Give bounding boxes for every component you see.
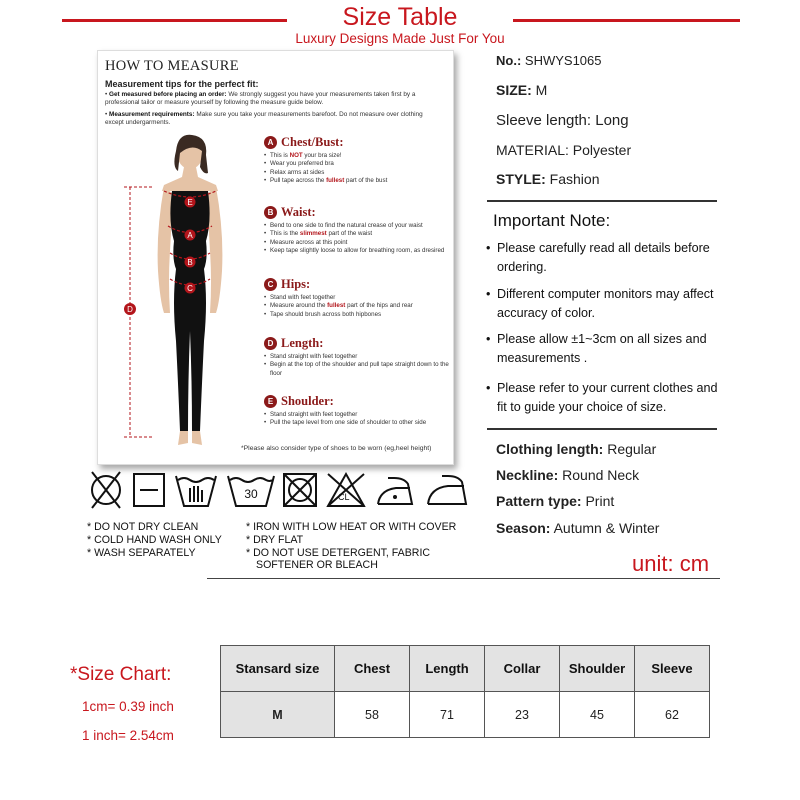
conversion-inch-cm: 1 inch= 2.54cm xyxy=(82,728,174,743)
measure-section-heading xyxy=(264,205,450,220)
spec-clothing-length-label: Clothing length: xyxy=(496,441,604,457)
list-item xyxy=(264,294,450,302)
spec-neckline xyxy=(496,467,639,483)
care-instructions-left xyxy=(87,521,222,559)
measure-section xyxy=(264,336,450,378)
section-item-em: fullest xyxy=(327,302,346,310)
size-table-header: Collar xyxy=(485,646,560,692)
list-item xyxy=(264,169,450,177)
measure-tip-1-text: We strongly suggest you have your measurements taken first by a professional tailor or measure yourself by following the measure guide below. xyxy=(105,91,416,107)
spec-neckline-label: Neckline: xyxy=(496,467,559,483)
section-item-em: NOT xyxy=(289,152,303,159)
spec-size-value: M xyxy=(531,82,548,98)
list-item xyxy=(264,353,450,361)
measure-section xyxy=(264,135,450,185)
section-item-pre: Measure across at this point xyxy=(270,238,348,246)
figure-label-b: B xyxy=(187,258,193,267)
page-title: Size Table xyxy=(342,3,458,31)
do-not-dry-clean-icon xyxy=(92,472,120,508)
measurement-figure xyxy=(120,131,255,451)
figure-label-e: E xyxy=(187,198,193,207)
care-item: * DO NOT DRY CLEAN xyxy=(87,521,199,533)
section-item-pre: Stand straight with feet together xyxy=(270,411,358,418)
section-item-post: part of the waist xyxy=(326,230,373,238)
do-not-tumble-dry-icon xyxy=(284,474,316,506)
list-item xyxy=(264,222,450,230)
list-item xyxy=(264,160,450,168)
spec-sleeve-value: Long xyxy=(591,112,629,129)
spec-no xyxy=(496,53,601,68)
section-item-pre: Pull tape across the xyxy=(270,176,327,184)
care-symbols-row xyxy=(88,466,473,512)
spec-divider-top xyxy=(487,200,717,202)
section-item-pre: Stand with feet together xyxy=(270,294,336,301)
size-table-header: Sleeve xyxy=(635,646,710,692)
spec-material xyxy=(496,142,631,158)
section-item-pre: Wear you preferred bra xyxy=(270,160,334,168)
section-title: Chest/Bust: xyxy=(281,135,344,149)
spec-divider-bottom xyxy=(487,428,717,430)
section-title: Length: xyxy=(281,336,324,350)
iron-with-cover-icon xyxy=(428,476,466,504)
section-item-pre: Stand straight with feet together xyxy=(270,353,358,360)
spec-season-value: Autumn & Winter xyxy=(550,520,660,536)
section-letter-badge: D xyxy=(264,337,277,350)
care-item: * WASH SEPARATELY xyxy=(87,546,196,559)
size-table-cell: 45 xyxy=(560,692,635,738)
section-item-em: fullest xyxy=(326,176,345,184)
spec-pattern-label: Pattern type: xyxy=(496,493,582,509)
list-item xyxy=(264,177,450,185)
spec-pattern-value: Print xyxy=(581,493,615,509)
list-item xyxy=(264,152,450,160)
spec-style-value: Fashion xyxy=(545,171,600,187)
spec-pattern xyxy=(496,493,614,509)
spec-size xyxy=(496,82,547,98)
measure-tip-2-bold: Measurement requirements: xyxy=(109,111,195,118)
measure-section xyxy=(264,205,450,255)
unit-label: unit: cm xyxy=(632,551,710,576)
size-table-cell: 58 xyxy=(335,692,410,738)
section-item-em: slimmest xyxy=(299,230,327,238)
figure-label-d: D xyxy=(127,305,133,314)
spec-material-value: Polyester xyxy=(568,142,632,158)
header-rule-left xyxy=(62,19,287,22)
care-instructions-right xyxy=(246,521,456,572)
list-item xyxy=(264,411,450,419)
care-item: * DO NOT USE DETERGENT, FABRIC xyxy=(246,546,431,559)
size-table-header: Length xyxy=(410,646,485,692)
note-item: • Please allow ±1~3cm on all sizes and measurements . xyxy=(486,332,707,365)
wash-temp-label: 30 xyxy=(244,487,258,501)
dry-flat-icon xyxy=(134,474,164,506)
section-item-pre: This is xyxy=(270,152,290,159)
size-table-header-row xyxy=(221,646,710,692)
spec-neckline-value: Round Neck xyxy=(558,467,640,483)
measure-section-heading xyxy=(264,394,450,409)
list-item xyxy=(264,419,450,427)
spec-sleeve xyxy=(496,112,629,129)
measure-tips-title: Measurement tips for the perfect fit: xyxy=(105,79,259,89)
section-item-pre: Bend to one side to find the natural crease of your waist xyxy=(270,222,423,229)
measure-section-heading xyxy=(264,336,450,351)
spec-material-label: MATERIAL: xyxy=(496,142,569,158)
spec-season xyxy=(496,520,659,536)
section-letter-badge: B xyxy=(264,206,277,219)
section-letter-badge: E xyxy=(264,395,277,408)
section-title: Shoulder: xyxy=(281,394,334,408)
spec-size-label: SIZE: xyxy=(496,82,532,98)
section-item-pre: This is the xyxy=(270,230,300,238)
size-table-header: Stansard size xyxy=(221,646,335,692)
spec-style xyxy=(496,171,599,187)
note-item: • Please carefully read all details before ordering. xyxy=(486,241,710,274)
spec-no-label: No.: xyxy=(496,53,522,68)
section-item-pre: Measure around the xyxy=(270,302,328,310)
size-table-cell: M xyxy=(221,692,335,738)
section-title: Waist: xyxy=(281,205,316,219)
measure-tip-1: • Get measured before placing an order: We strongly suggest you have your measurements taken first by a professional tailor or measure yourself by following the measure guide below. xyxy=(105,91,416,107)
section-item-post: your bra size! xyxy=(302,152,342,159)
section-letter-badge: A xyxy=(264,136,277,149)
page-subtitle: Luxury Designs Made Just For You xyxy=(295,31,505,46)
size-table xyxy=(220,645,710,738)
how-to-measure-panel xyxy=(97,50,454,465)
list-item xyxy=(264,311,450,319)
measure-tip-2: • Measurement requirements: Make sure you take your measurements barefoot. Do not measure over clothing except undergarments. xyxy=(105,111,423,127)
note-item: • Different computer monitors may affect accuracy of color. xyxy=(486,287,714,320)
spec-sleeve-label: Sleeve length: xyxy=(496,112,592,129)
care-item: * DRY FLAT xyxy=(246,533,304,546)
figure-label-c: C xyxy=(187,284,193,293)
care-item: * COLD HAND WASH ONLY xyxy=(87,533,222,546)
list-item xyxy=(264,361,450,378)
section-item-pre: Tape should brush across both hipbones xyxy=(270,310,382,318)
size-table-header: Shoulder xyxy=(560,646,635,692)
size-table-header: Chest xyxy=(335,646,410,692)
conversion-cm-inch: 1cm= 0.39 inch xyxy=(82,699,174,714)
section-item-pre: Begin at the top of the shoulder and pull tape straight down to the floor xyxy=(270,361,449,377)
figure-label-a: A xyxy=(187,231,193,240)
measure-tip-2-text: Make sure you take your measurements barefoot. Do not measure over clothing except undergarments. xyxy=(105,111,423,127)
list-item xyxy=(264,239,450,247)
spec-season-label: Season: xyxy=(496,520,551,536)
measure-title: HOW TO MEASURE xyxy=(105,58,239,74)
table-row xyxy=(221,692,710,738)
list-item xyxy=(264,230,450,238)
size-table-cell: 23 xyxy=(485,692,560,738)
header-rule-right xyxy=(513,19,740,22)
measure-footnote: *Please also consider type of shoes to be worn (eg,heel height) xyxy=(241,445,432,452)
measure-tip-1-bold: Get measured before placing an order: xyxy=(109,91,227,98)
important-note-title: Important Note: xyxy=(493,211,611,230)
measure-section-heading xyxy=(264,135,450,150)
list-item xyxy=(264,247,450,255)
note-item: • Please refer to your current clothes and fit to guide your choice of size. xyxy=(486,381,718,414)
care-divider xyxy=(207,578,720,579)
list-item xyxy=(264,302,450,310)
size-chart-title: *Size Chart: xyxy=(70,664,172,685)
care-item: * IRON WITH LOW HEAT OR WITH COVER xyxy=(246,521,457,533)
section-item-post: part of the bust xyxy=(344,176,388,184)
measure-section xyxy=(264,277,450,319)
measure-section xyxy=(264,394,450,428)
iron-low-heat-icon xyxy=(378,478,412,504)
section-item-pre: Pull the tape level from one side of shoulder to other side xyxy=(270,419,427,427)
spec-clothing-length xyxy=(496,441,656,457)
section-letter-badge: C xyxy=(264,278,277,291)
svg-text:CL: CL xyxy=(338,492,350,502)
section-item-pre: Relax arms at sides xyxy=(270,168,325,176)
spec-style-label: STYLE: xyxy=(496,171,546,187)
size-table-cell: 62 xyxy=(635,692,710,738)
hand-wash-icon xyxy=(176,476,216,506)
section-item-post: part of the hips and rear xyxy=(345,302,413,310)
section-item-pre: Keep tape slightly loose to allow for breathing room, as dresired xyxy=(270,246,445,254)
care-item: SOFTENER OR BLEACH xyxy=(256,559,378,572)
spec-no-value: SHWYS1065 xyxy=(521,53,602,68)
spec-clothing-length-value: Regular xyxy=(603,441,657,457)
section-title: Hips: xyxy=(281,277,311,291)
size-table-cell: 71 xyxy=(410,692,485,738)
measure-section-heading xyxy=(264,277,450,292)
